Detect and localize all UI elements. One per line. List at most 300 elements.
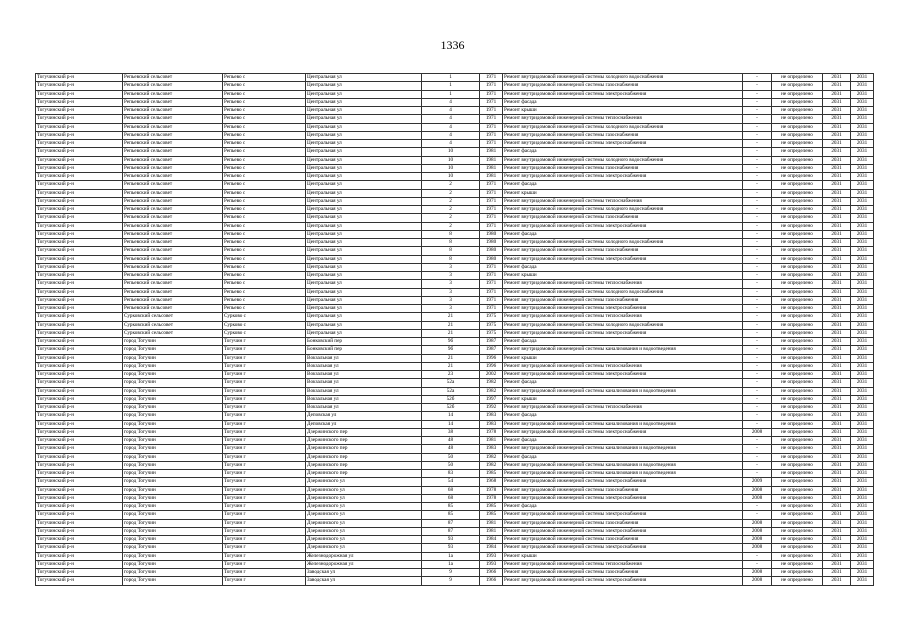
locality-cell: Тогучин г: [223, 527, 306, 535]
build-year-cell: 1971: [480, 74, 503, 82]
street-cell: Центральная ул: [306, 189, 422, 197]
plan-start-cell: 2031: [823, 420, 851, 428]
municipality-cell: город Тогучин: [123, 569, 223, 577]
municipality-cell: Репьевский сельсовет: [123, 230, 223, 238]
municipality-cell: Репьевский сельсовет: [123, 82, 223, 90]
street-cell: Центральная ул: [306, 247, 422, 255]
plan-end-cell: 2031: [851, 338, 874, 346]
last-repair-year-cell: -: [743, 379, 772, 387]
plan-start-cell: 2031: [823, 230, 851, 238]
house-cell: 87: [422, 527, 480, 535]
work-type-cell: Ремонт внутридомовой инженерной системы газоснабжения: [503, 536, 743, 544]
table-row: [36, 478, 874, 486]
work-type-cell: Ремонт фасада: [503, 453, 743, 461]
district-cell: Тогучинский р-н: [36, 239, 123, 247]
last-repair-year-cell: -: [743, 148, 772, 156]
locality-cell: Тогучин г: [223, 494, 306, 502]
locality-cell: Репьево с: [223, 272, 306, 280]
plan-start-cell: 2031: [823, 197, 851, 205]
last-repair-year-cell: -: [743, 362, 772, 370]
cost-cell: не определено: [772, 305, 823, 313]
street-cell: Центральная ул: [306, 263, 422, 271]
cost-cell: не определено: [772, 453, 823, 461]
locality-cell: Репьево с: [223, 247, 306, 255]
plan-end-cell: 2031: [851, 164, 874, 172]
locality-cell: Тогучин г: [223, 503, 306, 511]
last-repair-year-cell: -: [743, 164, 772, 172]
last-repair-year-cell: -: [743, 371, 772, 379]
cost-cell: не определено: [772, 280, 823, 288]
municipality-cell: город Тогучин: [123, 412, 223, 420]
plan-start-cell: 2031: [823, 272, 851, 280]
table-row: [36, 404, 874, 412]
last-repair-year-cell: -: [743, 354, 772, 362]
house-cell: 87: [422, 519, 480, 527]
cost-cell: не определено: [772, 222, 823, 230]
district-cell: Тогучинский р-н: [36, 486, 123, 494]
build-year-cell: 1997: [480, 395, 503, 403]
locality-cell: Тогучин г: [223, 470, 306, 478]
plan-start-cell: 2031: [823, 445, 851, 453]
work-type-cell: Ремонт внутридомовой инженерной системы газоснабжения: [503, 131, 743, 139]
municipality-cell: Репьевский сельсовет: [123, 181, 223, 189]
cost-cell: не определено: [772, 115, 823, 123]
build-year-cell: 1971: [480, 263, 503, 271]
district-cell: Тогучинский р-н: [36, 461, 123, 469]
plan-end-cell: 2031: [851, 123, 874, 131]
street-cell: Железнодорожная ул: [306, 552, 422, 560]
cost-cell: не определено: [772, 437, 823, 445]
street-cell: Центральная ул: [306, 206, 422, 214]
house-cell: 50: [422, 453, 480, 461]
work-type-cell: Ремонт фасада: [503, 148, 743, 156]
district-cell: Тогучинский р-н: [36, 544, 123, 552]
municipality-cell: Сурковский сельсовет: [123, 313, 223, 321]
locality-cell: Репьево с: [223, 164, 306, 172]
house-cell: 1: [422, 82, 480, 90]
build-year-cell: 1978: [480, 486, 503, 494]
plan-start-cell: 2031: [823, 123, 851, 131]
table-row: [36, 90, 874, 98]
build-year-cell: 1981: [480, 173, 503, 181]
house-cell: 14: [422, 412, 480, 420]
last-repair-year-cell: -: [743, 272, 772, 280]
work-type-cell: Ремонт крыши: [503, 272, 743, 280]
cost-cell: не определено: [772, 255, 823, 263]
municipality-cell: город Тогучин: [123, 527, 223, 535]
build-year-cell: 1993: [480, 552, 503, 560]
district-cell: Тогучинский р-н: [36, 82, 123, 90]
district-cell: Тогучинский р-н: [36, 98, 123, 106]
table-row: [36, 189, 874, 197]
last-repair-year-cell: 2008: [743, 544, 772, 552]
district-cell: Тогучинский р-н: [36, 156, 123, 164]
locality-cell: Тогучин г: [223, 412, 306, 420]
work-type-cell: Ремонт крыши: [503, 189, 743, 197]
plan-start-cell: 2031: [823, 74, 851, 82]
municipality-cell: город Тогучин: [123, 470, 223, 478]
house-cell: 52а: [422, 387, 480, 395]
locality-cell: Тогучин г: [223, 478, 306, 486]
last-repair-year-cell: 2009: [743, 478, 772, 486]
district-cell: Тогучинский р-н: [36, 445, 123, 453]
plan-start-cell: 2031: [823, 338, 851, 346]
house-cell: 48: [422, 437, 480, 445]
last-repair-year-cell: -: [743, 255, 772, 263]
house-cell: 38: [422, 428, 480, 436]
municipality-cell: Репьевский сельсовет: [123, 214, 223, 222]
work-type-cell: Ремонт внутридомовой инженерной системы электроснабжения: [503, 329, 743, 337]
house-cell: 52а: [422, 379, 480, 387]
municipality-cell: город Тогучин: [123, 428, 223, 436]
plan-end-cell: 2031: [851, 189, 874, 197]
last-repair-year-cell: -: [743, 74, 772, 82]
municipality-cell: Репьевский сельсовет: [123, 255, 223, 263]
district-cell: Тогучинский р-н: [36, 395, 123, 403]
table-row: [36, 173, 874, 181]
locality-cell: Сурково с: [223, 321, 306, 329]
street-cell: Центральная ул: [306, 272, 422, 280]
plan-start-cell: 2031: [823, 461, 851, 469]
last-repair-year-cell: -: [743, 453, 772, 461]
plan-end-cell: 2031: [851, 478, 874, 486]
district-cell: Тогучинский р-н: [36, 420, 123, 428]
cost-cell: не определено: [772, 486, 823, 494]
locality-cell: Тогучин г: [223, 560, 306, 568]
plan-end-cell: 2031: [851, 536, 874, 544]
district-cell: Тогучинский р-н: [36, 148, 123, 156]
plan-start-cell: 2031: [823, 544, 851, 552]
locality-cell: Тогучин г: [223, 420, 306, 428]
district-cell: Тогучинский р-н: [36, 115, 123, 123]
street-cell: Дзержинского пер: [306, 428, 422, 436]
build-year-cell: 1985: [480, 503, 503, 511]
table-row: [36, 412, 874, 420]
last-repair-year-cell: -: [743, 296, 772, 304]
house-cell: 9б: [422, 338, 480, 346]
district-cell: Тогучинский р-н: [36, 387, 123, 395]
district-cell: Тогучинский р-н: [36, 222, 123, 230]
house-cell: 10: [422, 148, 480, 156]
build-year-cell: 1985: [480, 511, 503, 519]
plan-end-cell: 2031: [851, 288, 874, 296]
house-cell: 85: [422, 511, 480, 519]
plan-end-cell: 2031: [851, 156, 874, 164]
plan-end-cell: 2031: [851, 239, 874, 247]
house-cell: 4: [422, 140, 480, 148]
house-cell: 4: [422, 115, 480, 123]
district-cell: Тогучинский р-н: [36, 428, 123, 436]
municipality-cell: Репьевский сельсовет: [123, 98, 223, 106]
last-repair-year-cell: -: [743, 181, 772, 189]
plan-end-cell: 2031: [851, 486, 874, 494]
cost-cell: не определено: [772, 461, 823, 469]
last-repair-year-cell: -: [743, 82, 772, 90]
locality-cell: Репьево с: [223, 230, 306, 238]
plan-end-cell: 2031: [851, 140, 874, 148]
house-cell: 68: [422, 486, 480, 494]
table-row: [36, 354, 874, 362]
locality-cell: Тогучин г: [223, 362, 306, 370]
cost-cell: не определено: [772, 206, 823, 214]
municipality-cell: город Тогучин: [123, 354, 223, 362]
page-number: 1336: [440, 38, 465, 52]
district-cell: Тогучинский р-н: [36, 107, 123, 115]
last-repair-year-cell: 2008: [743, 577, 772, 585]
locality-cell: Тогучин г: [223, 371, 306, 379]
table-row: [36, 247, 874, 255]
street-cell: Центральная ул: [306, 82, 422, 90]
house-cell: 23: [422, 371, 480, 379]
last-repair-year-cell: -: [743, 412, 772, 420]
locality-cell: Репьево с: [223, 206, 306, 214]
street-cell: Центральная ул: [306, 173, 422, 181]
work-type-cell: Ремонт внутридомовой инженерной системы канализования и водоотведения: [503, 387, 743, 395]
district-cell: Тогучинский р-н: [36, 494, 123, 502]
locality-cell: Репьево с: [223, 156, 306, 164]
table-row: [36, 536, 874, 544]
last-repair-year-cell: -: [743, 263, 772, 271]
house-cell: 3: [422, 305, 480, 313]
cost-cell: не определено: [772, 107, 823, 115]
plan-end-cell: 2031: [851, 98, 874, 106]
table-row: [36, 140, 874, 148]
street-cell: Центральная ул: [306, 123, 422, 131]
build-year-cell: 1983: [480, 445, 503, 453]
plan-end-cell: 2031: [851, 560, 874, 568]
municipality-cell: Сурковский сельсовет: [123, 329, 223, 337]
cost-cell: не определено: [772, 354, 823, 362]
plan-start-cell: 2031: [823, 428, 851, 436]
municipality-cell: Репьевский сельсовет: [123, 305, 223, 313]
cost-cell: не определено: [772, 288, 823, 296]
work-type-cell: Ремонт внутридомовой инженерной системы газоснабжения: [503, 214, 743, 222]
cost-cell: не определено: [772, 148, 823, 156]
plan-start-cell: 2031: [823, 569, 851, 577]
plan-end-cell: 2031: [851, 214, 874, 222]
house-cell: 10: [422, 164, 480, 172]
build-year-cell: 1971: [480, 98, 503, 106]
municipality-cell: город Тогучин: [123, 387, 223, 395]
cost-cell: не определено: [772, 82, 823, 90]
work-type-cell: Ремонт внутридомовой инженерной системы холодного водоснабжения: [503, 239, 743, 247]
street-cell: Центральная ул: [306, 74, 422, 82]
house-cell: 8: [422, 247, 480, 255]
district-cell: Тогучинский р-н: [36, 321, 123, 329]
table-row: [36, 338, 874, 346]
last-repair-year-cell: 2008: [743, 536, 772, 544]
municipality-cell: город Тогучин: [123, 437, 223, 445]
last-repair-year-cell: -: [743, 197, 772, 205]
cost-cell: не определено: [772, 569, 823, 577]
street-cell: Центральная ул: [306, 181, 422, 189]
house-cell: 83: [422, 470, 480, 478]
cost-cell: не определено: [772, 577, 823, 585]
work-type-cell: Ремонт внутридомовой инженерной системы газоснабжения: [503, 486, 743, 494]
plan-end-cell: 2031: [851, 346, 874, 354]
street-cell: Центральная ул: [306, 288, 422, 296]
plan-start-cell: 2031: [823, 511, 851, 519]
plan-start-cell: 2031: [823, 329, 851, 337]
work-type-cell: Ремонт фасада: [503, 98, 743, 106]
last-repair-year-cell: -: [743, 131, 772, 139]
house-cell: 3: [422, 288, 480, 296]
district-cell: Тогучинский р-н: [36, 519, 123, 527]
last-repair-year-cell: -: [743, 329, 772, 337]
house-cell: 93: [422, 536, 480, 544]
cost-cell: не определено: [772, 313, 823, 321]
district-cell: Тогучинский р-н: [36, 478, 123, 486]
plan-end-cell: 2031: [851, 321, 874, 329]
plan-end-cell: 2031: [851, 412, 874, 420]
locality-cell: Репьево с: [223, 197, 306, 205]
table-row: [36, 371, 874, 379]
plan-start-cell: 2031: [823, 577, 851, 585]
house-cell: 54: [422, 478, 480, 486]
table-row: [36, 329, 874, 337]
table-row: [36, 437, 874, 445]
cost-cell: не определено: [772, 371, 823, 379]
last-repair-year-cell: 2008: [743, 428, 772, 436]
last-repair-year-cell: -: [743, 173, 772, 181]
plan-end-cell: 2031: [851, 115, 874, 123]
locality-cell: Тогучин г: [223, 404, 306, 412]
street-cell: Железнодорожная ул: [306, 560, 422, 568]
work-type-cell: Ремонт внутридомовой инженерной системы газоснабжения: [503, 296, 743, 304]
table-row: [36, 272, 874, 280]
district-cell: Тогучинский р-н: [36, 131, 123, 139]
district-cell: Тогучинский р-н: [36, 362, 123, 370]
plan-start-cell: 2031: [823, 560, 851, 568]
build-year-cell: 1971: [480, 214, 503, 222]
cost-cell: не определено: [772, 321, 823, 329]
locality-cell: Репьево с: [223, 181, 306, 189]
table-row: [36, 346, 874, 354]
plan-end-cell: 2031: [851, 313, 874, 321]
cost-cell: не определено: [772, 98, 823, 106]
work-type-cell: Ремонт внутридомовой инженерной системы теплоснабжения: [503, 362, 743, 370]
house-cell: 2: [422, 189, 480, 197]
work-type-cell: Ремонт внутридомовой инженерной системы электроснабжения: [503, 305, 743, 313]
municipality-cell: Репьевский сельсовет: [123, 156, 223, 164]
house-cell: 85: [422, 503, 480, 511]
build-year-cell: 1980: [480, 255, 503, 263]
table-row: [36, 263, 874, 271]
work-type-cell: Ремонт внутридомовой инженерной системы газоснабжения: [503, 569, 743, 577]
cost-cell: не определено: [772, 156, 823, 164]
street-cell: Вокзальная ул: [306, 387, 422, 395]
work-type-cell: Ремонт внутридомовой инженерной системы газоснабжения: [503, 164, 743, 172]
build-year-cell: 2002: [480, 371, 503, 379]
plan-start-cell: 2031: [823, 503, 851, 511]
plan-end-cell: 2031: [851, 453, 874, 461]
house-cell: 2: [422, 222, 480, 230]
district-cell: Тогучинский р-н: [36, 552, 123, 560]
plan-end-cell: 2031: [851, 527, 874, 535]
municipality-cell: город Тогучин: [123, 445, 223, 453]
table-row: [36, 98, 874, 106]
build-year-cell: 1971: [480, 197, 503, 205]
locality-cell: Тогучин г: [223, 395, 306, 403]
plan-start-cell: 2031: [823, 131, 851, 139]
locality-cell: Репьево с: [223, 107, 306, 115]
district-cell: Тогучинский р-н: [36, 181, 123, 189]
municipality-cell: город Тогучин: [123, 346, 223, 354]
plan-start-cell: 2031: [823, 164, 851, 172]
last-repair-year-cell: 2008: [743, 486, 772, 494]
municipality-cell: Репьевский сельсовет: [123, 90, 223, 98]
district-cell: Тогучинский р-н: [36, 288, 123, 296]
plan-start-cell: 2031: [823, 255, 851, 263]
table-row: [36, 156, 874, 164]
work-type-cell: Ремонт внутридомовой инженерной системы холодного водоснабжения: [503, 156, 743, 164]
plan-start-cell: 2031: [823, 395, 851, 403]
last-repair-year-cell: 2008: [743, 569, 772, 577]
build-year-cell: 1971: [480, 288, 503, 296]
plan-start-cell: 2031: [823, 412, 851, 420]
cost-cell: не определено: [772, 395, 823, 403]
work-type-cell: Ремонт фасада: [503, 263, 743, 271]
last-repair-year-cell: -: [743, 107, 772, 115]
build-year-cell: 1975: [480, 329, 503, 337]
table-row: [36, 255, 874, 263]
last-repair-year-cell: -: [743, 404, 772, 412]
house-cell: 50: [422, 461, 480, 469]
district-cell: Тогучинский р-н: [36, 338, 123, 346]
build-year-cell: 1971: [480, 131, 503, 139]
cost-cell: не определено: [772, 527, 823, 535]
house-cell: 3: [422, 263, 480, 271]
table-row: [36, 206, 874, 214]
district-cell: Тогучинский р-н: [36, 164, 123, 172]
build-year-cell: 1971: [480, 272, 503, 280]
cost-cell: не определено: [772, 362, 823, 370]
house-cell: 3: [422, 280, 480, 288]
work-type-cell: Ремонт внутридомовой инженерной системы теплоснабжения: [503, 404, 743, 412]
district-cell: Тогучинский р-н: [36, 536, 123, 544]
cost-cell: не определено: [772, 560, 823, 568]
street-cell: Центральная ул: [306, 214, 422, 222]
plan-start-cell: 2031: [823, 313, 851, 321]
municipality-cell: город Тогучин: [123, 486, 223, 494]
plan-start-cell: 2031: [823, 115, 851, 123]
locality-cell: Тогучин г: [223, 445, 306, 453]
district-cell: Тогучинский р-н: [36, 90, 123, 98]
last-repair-year-cell: -: [743, 189, 772, 197]
street-cell: Дзержинского ул: [306, 511, 422, 519]
table-row: [36, 569, 874, 577]
plan-end-cell: 2031: [851, 379, 874, 387]
plan-start-cell: 2031: [823, 222, 851, 230]
street-cell: Центральная ул: [306, 305, 422, 313]
table-row: [36, 197, 874, 205]
work-type-cell: Ремонт внутридомовой инженерной системы теплоснабжения: [503, 560, 743, 568]
work-type-cell: Ремонт крыши: [503, 107, 743, 115]
build-year-cell: 1971: [480, 82, 503, 90]
street-cell: Дзержинского ул: [306, 536, 422, 544]
build-year-cell: 1981: [480, 437, 503, 445]
house-cell: 2: [422, 181, 480, 189]
house-cell: 2: [422, 214, 480, 222]
cost-cell: не определено: [772, 247, 823, 255]
plan-start-cell: 2031: [823, 305, 851, 313]
build-year-cell: 1981: [480, 527, 503, 535]
last-repair-year-cell: -: [743, 239, 772, 247]
plan-end-cell: 2031: [851, 428, 874, 436]
build-year-cell: 1981: [480, 156, 503, 164]
cost-cell: не определено: [772, 181, 823, 189]
district-cell: Тогучинский р-н: [36, 247, 123, 255]
